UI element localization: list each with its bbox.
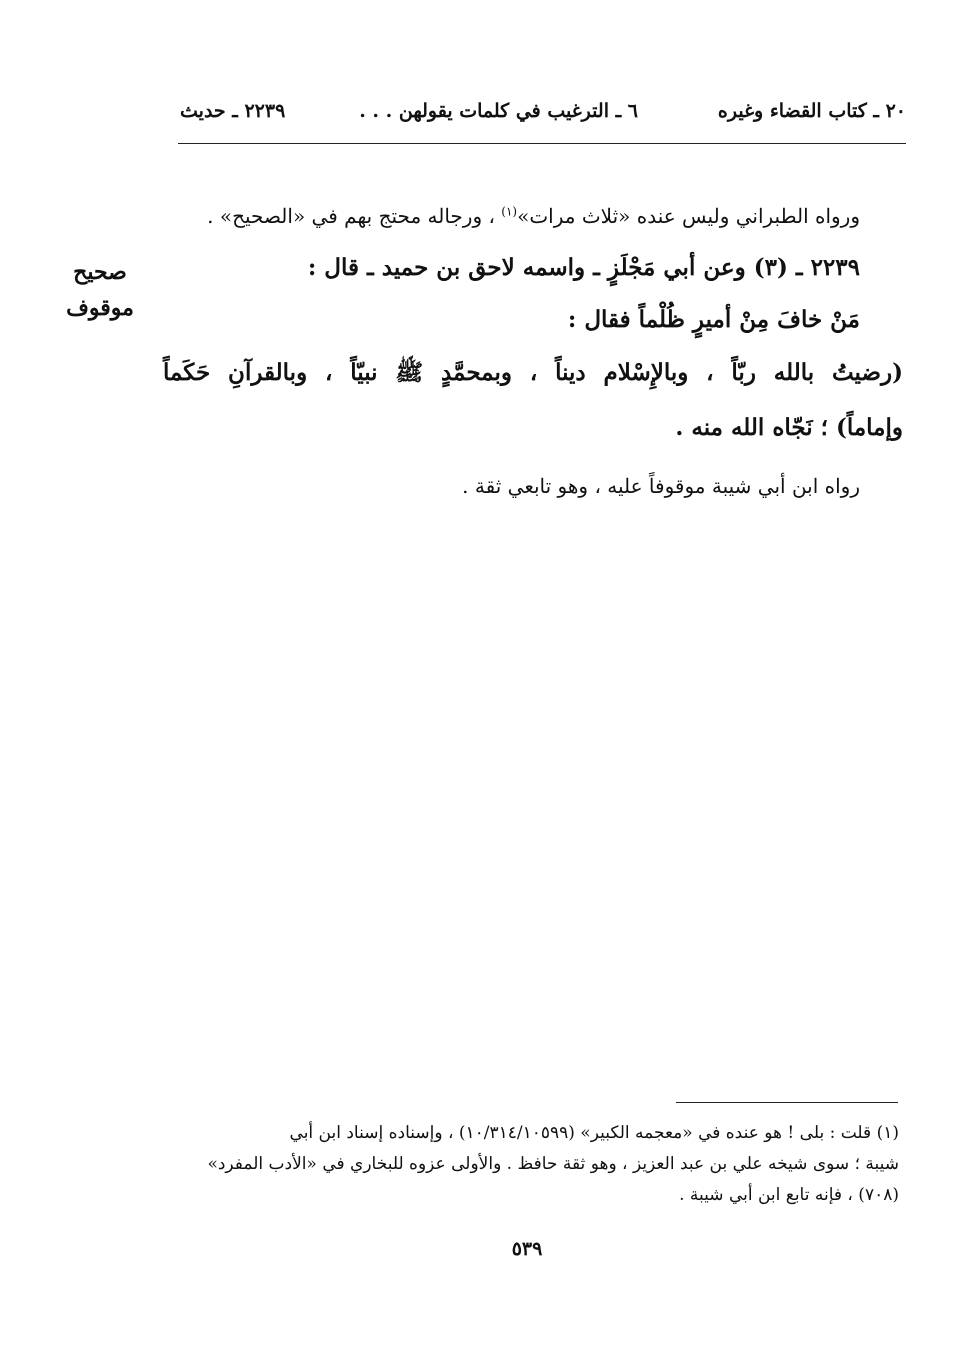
hadith-text-line-1: مَنْ خافَ مِنْ أميرٍ ظُلْماً فقال : [567,306,860,333]
hadith-text-line-2: (رضيتُ بالله ربّاً ، وبالإِسْلام ديناً ، وبمحمَّدٍ ﷺ نبيّاً ، وبالقرآنِ حَكَماً [163,359,903,386]
header-divider [178,143,906,144]
footnote-line-1: (١) قلت : بلى ! هو عنده في «معجمه الكبير» (١٠/٣١٤/١٠٥٩٩) ، وإسناده إسناد ابن أبي [289,1123,899,1143]
hadith-heading: ٢٢٣٩ ـ (٣) وعن أبي مَجْلَزٍ ـ واسمه لاحق بن حميد ـ قال : [307,254,860,281]
header-section: ٦ ـ الترغيب في كلمات يقولهن . . . [359,100,638,122]
grading-note-line-1: صحيح [73,259,127,285]
hadith-source: رواه ابن أبي شيبة موقوفاً عليه ، وهو تابعي ثقة . [462,474,860,498]
footnote-reference: (١) [501,204,518,219]
footnote-line-2: شيبة ؛ سوى شيخه علي بن عبد العزيز ، وهو ثقة حافظ . والأولى عزوه للبخاري في «الأدب المفرد» [207,1154,899,1174]
page-number: ٥٣٩ [511,1238,543,1260]
body-line-1-rest: ، ورجاله محتج بهم في «الصحيح» . [207,204,502,228]
header-hadith-number: ٢٢٣٩ ـ حديث [180,100,286,122]
grading-note [56,254,144,326]
header-chapter: ٢٠ ـ كتاب القضاء وغيره [717,100,906,122]
footnote [159,1118,899,1211]
footnote-line-3: (٧٠٨) ، فإنه تابع ابن أبي شيبة . [679,1185,899,1205]
footnote-divider [676,1102,898,1103]
running-header [178,96,906,130]
body-line-1 [207,204,860,228]
grading-note-line-2: موقوف [66,295,134,321]
body-line-1-main: ورواه الطبراني وليس عنده «ثلاث مرات» [517,204,860,228]
hadith-text-line-3: وإماماً) ؛ نَجّاه الله منه . [675,414,903,441]
